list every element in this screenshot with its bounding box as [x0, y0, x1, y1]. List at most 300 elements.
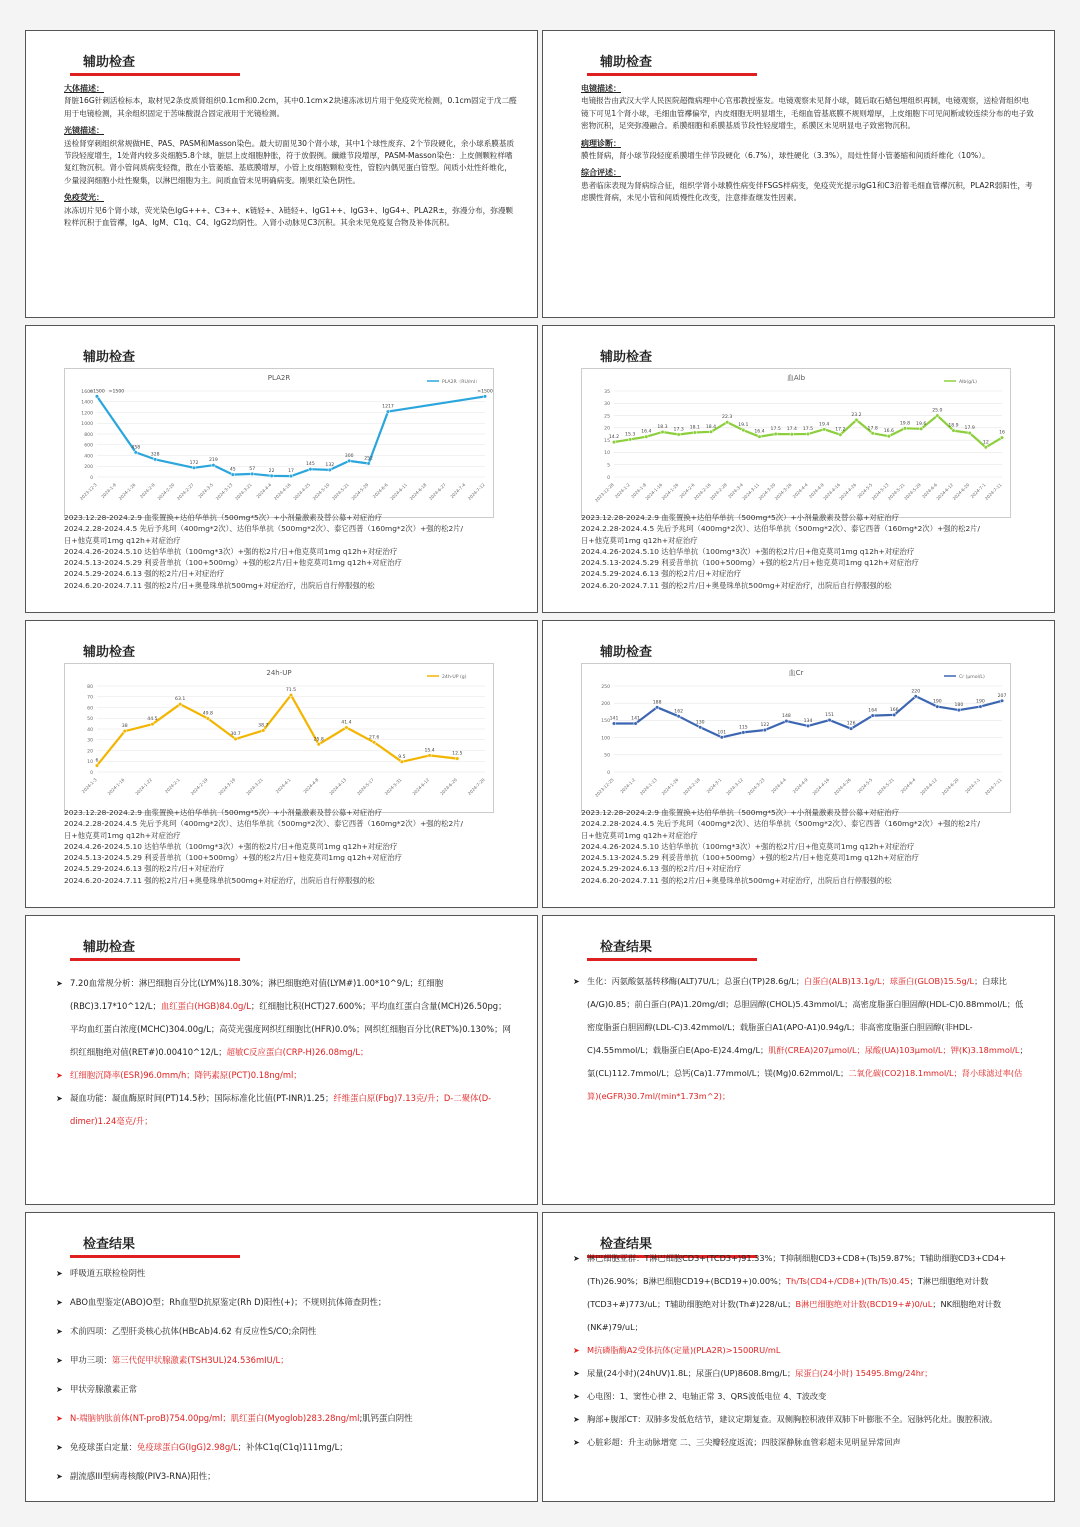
- treatment-notes: [64, 512, 527, 591]
- data-label: 148: [782, 714, 791, 720]
- data-label: 219: [209, 458, 218, 464]
- chart-svg: [582, 369, 1010, 517]
- data-label: 188: [652, 700, 662, 706]
- result-item: [56, 1064, 513, 1087]
- data-point: [979, 705, 983, 709]
- treatment-line: 2024.2.28-2024.4.5 先后予兆珂（400mg*2次）、达伯华单抗（500mg*2次）、泰它西普（160mg*2次）+强的松2片/: [581, 524, 981, 534]
- treatment-line: 2023.12.28-2024.2.9 血浆置换+达伯华单抗（500mg*5次）+小剂量激素及替公募+对症治疗: [581, 808, 899, 817]
- data-point: [984, 445, 988, 449]
- data-point: [317, 742, 321, 746]
- data-point: [151, 722, 155, 726]
- treatment-notes: [581, 512, 1044, 591]
- result-item: [573, 1362, 1030, 1385]
- data-label: 25.8: [313, 737, 324, 743]
- treatment-line: 2023.12.28-2024.2.9 血浆置换+达伯华单抗（500mg*5次）+小剂量激素及替公募+对症治疗: [64, 808, 382, 817]
- data-point: [231, 473, 235, 477]
- data-point: [887, 434, 891, 438]
- x-tick-label: 2024-6-4: [899, 777, 917, 795]
- y-tick-label: 200: [601, 702, 610, 707]
- result-list: [56, 972, 513, 1133]
- data-label: 190: [976, 699, 985, 705]
- data-label: 17: [288, 469, 294, 475]
- y-tick-label: 60: [87, 706, 93, 712]
- y-tick-label: 30: [87, 738, 93, 744]
- slide-2-pathology-em: [542, 30, 1055, 318]
- data-point: [903, 427, 907, 431]
- data-label: 22: [268, 468, 275, 474]
- treatment-line: 2024.5.13-2024.5.29 利妥昔单抗（100+500mg）+强的松2片/日+他克莫司1mg q12h+对症治疗: [581, 853, 919, 863]
- abnormal-value: N-端脑钠肽前体(NT-proB)754.00pg/ml；肌红蛋白(Myoglob)283.28ng/ml: [70, 1413, 360, 1423]
- slide-title: 检查结果: [83, 1237, 136, 1252]
- x-tick-label: 2024-1-26: [117, 482, 137, 502]
- x-tick-label: 2024-3-5: [197, 482, 215, 500]
- data-point: [645, 435, 649, 439]
- x-tick-label: 2024-5-10: [311, 482, 331, 502]
- slide-9-other-tests: [25, 1212, 538, 1502]
- data-point: [698, 725, 702, 729]
- chart-legend: [944, 674, 985, 680]
- data-label: 63.1: [175, 697, 186, 703]
- y-tick-label: 25: [604, 414, 610, 420]
- slide-title: 检查结果: [600, 1237, 653, 1252]
- x-tick-label: 2024-4-4: [770, 777, 788, 795]
- slide-5-24h-up: [25, 620, 538, 908]
- data-label: 141: [609, 716, 619, 722]
- section-text: 电镜报告由武汉大学人民医院超微病理中心官那教授鉴发。电镜观察未见肾小球，随后取石蜡包埋组织再制，电镜观察，送检肾组织电镜下可见1个肾小球，毛细血管襻偏窄，内皮细胞无明显增生，毛细血管基底膜不规则增厚，上皮细胞下可见间断或较连续分布的电子致密物沉积，足突弥漫融合。系膜细胞和系膜基质节段性轻度增生，系膜区未见明显电子致密物沉积。: [581, 96, 1034, 131]
- y-tick-label: 20: [87, 749, 93, 755]
- data-point: [785, 719, 789, 723]
- x-tick-label: 2024-6-12: [411, 777, 431, 797]
- x-tick-label: 2024-1-16: [644, 482, 664, 502]
- x-tick-label: 2024-6-6: [921, 482, 939, 500]
- data-label: 19.1: [738, 423, 749, 429]
- data-label: 16.4: [641, 429, 652, 435]
- treatment-line: 2024.2.28-2024.4.5 先后予兆珂（400mg*2次）、达伯华单抗（500mg*2次）、泰它西普（160mg*2次）+强的松2片/: [581, 819, 981, 829]
- data-label: 17.5: [770, 427, 781, 432]
- data-point: [367, 462, 371, 466]
- data-point: [206, 717, 210, 721]
- data-label: 458: [131, 445, 141, 451]
- slide-6-creatinine: [542, 620, 1055, 908]
- abnormal-value: 第三代促甲状腺激素(TSH3UL)24.536mIU/L；: [111, 1355, 289, 1365]
- result-item: [56, 1087, 513, 1133]
- data-point: [919, 427, 923, 431]
- data-label: 220: [911, 689, 921, 695]
- treatment-line: 2024.2.28-2024.4.5 先后予兆珂（400mg*2次）、达伯华单抗（500mg*2次）、泰它西普（160mg*2次）+强的松2片/: [64, 524, 464, 534]
- result-item: [573, 1339, 1030, 1362]
- y-tick-label: 10: [87, 760, 93, 766]
- result-list: [56, 1259, 513, 1491]
- y-tick-label: 70: [87, 695, 93, 701]
- section-text: 患者临床表现为肾病综合征，组织学肾小球膜性病变伴FSGS样病变，免疫荧光提示IgG1和C3沿着毛细血管襻沉积，PLA2R弱阳性，考虑膜性肾病，未见小管和间质慢性化改变，注意排查继发性因素。: [581, 180, 1033, 203]
- data-point: [455, 757, 459, 761]
- x-tick-label: 2023-12-3: [78, 482, 98, 502]
- data-point: [345, 726, 349, 730]
- section-heading: 大体描述：: [64, 84, 104, 93]
- data-point: [720, 735, 724, 739]
- data-point: [289, 693, 293, 697]
- result-item: [56, 1346, 513, 1375]
- series-line: [614, 696, 1002, 737]
- x-tick-label: 2024-7-1: [964, 777, 982, 795]
- chart-title: 24h-UP: [266, 669, 292, 677]
- data-point: [328, 468, 332, 472]
- data-label: 190: [932, 699, 942, 705]
- chart-legend: [427, 674, 467, 680]
- x-tick-label: 2024-6-20: [951, 482, 971, 502]
- data-label: 19.6: [916, 421, 927, 427]
- data-point: [153, 458, 157, 462]
- x-tick-label: 2024-2-20: [156, 482, 176, 502]
- data-label: 130: [695, 720, 705, 726]
- slide-content: [64, 79, 517, 234]
- section-heading: 电镜描述：: [581, 84, 621, 93]
- section-heading: 综合评述：: [581, 168, 621, 178]
- data-label: 101: [717, 730, 727, 736]
- treatment-line: 2024.4.26-2024.5.10 达伯华单抗（100mg*3次）+强的松2片/日+他克莫司1mg q12h+对症治疗: [581, 841, 915, 851]
- data-point: [309, 467, 313, 471]
- data-point: [968, 431, 972, 435]
- data-point: [612, 722, 616, 726]
- title-underline: [587, 73, 757, 76]
- x-tick-label: 2024-1-9: [100, 482, 118, 500]
- y-tick-label: 0: [607, 770, 610, 776]
- x-tick-label: 2024-5-17: [355, 777, 375, 797]
- result-item: [573, 1408, 1030, 1431]
- data-label: 17.5: [802, 427, 814, 432]
- y-tick-label: 50: [604, 753, 610, 759]
- y-tick-label: 35: [604, 389, 610, 395]
- result-text: 心电图：1、窦性心律 2、电轴正常 3、QRS波低电位 4、T波改变: [587, 1391, 827, 1401]
- data-point: [725, 420, 729, 424]
- data-point: [790, 432, 794, 436]
- data-label: 17.4: [786, 427, 797, 433]
- data-point: [957, 708, 961, 712]
- result-text: 凝血功能：凝血酶原时间(PT)14.5秒；国际标准化比值(PT-INR)1.25；: [70, 1093, 334, 1103]
- treatment-notes: [581, 807, 1044, 886]
- x-tick-label: 2024-3-13: [214, 482, 234, 502]
- chart-legend: [944, 379, 977, 385]
- slide-3-pla2r: [25, 325, 538, 613]
- data-label: 57: [249, 466, 256, 472]
- data-point: [936, 414, 940, 418]
- data-label: 14.2: [608, 435, 620, 441]
- result-text: 甲功三项：: [70, 1355, 112, 1365]
- data-label: >1500: [477, 389, 493, 395]
- data-label: 300: [344, 453, 354, 459]
- treatment-line: 2024.5.29-2024.6.13 强的松2片/日+对症治疗: [581, 569, 742, 579]
- data-label: 23.2: [851, 412, 862, 418]
- data-label: 12.5: [452, 751, 463, 757]
- data-label: 16.6: [883, 429, 894, 435]
- section-text: 膜性肾病，肾小球节段轻度系膜增生伴节段硬化（6.7%），球性硬化（3.3%），局灶性肾小管萎缩和间质纤维化（10%）。: [581, 151, 990, 161]
- data-label: 19.4: [819, 422, 830, 428]
- data-point: [855, 418, 859, 422]
- data-point: [95, 764, 99, 768]
- result-item: [573, 1385, 1030, 1408]
- slide-7-blood-tests: [25, 915, 538, 1205]
- result-item: [573, 1431, 1030, 1454]
- result-item: [56, 1462, 513, 1491]
- x-tick-label: 2024-3-12: [725, 777, 745, 797]
- x-tick-label: 2024-4-13: [328, 777, 348, 797]
- result-text: 副流感III型病毒核酸(PIV3-RNA)阳性；: [70, 1471, 216, 1481]
- x-tick-label: 2024-7-1: [969, 482, 987, 500]
- data-label: 17.3: [673, 427, 684, 433]
- x-tick-label: 2024-1-16: [106, 777, 126, 797]
- x-tick-label: 2024-1-3: [80, 777, 98, 795]
- treatment-line: 2024.5.29-2024.6.13 强的松2片/日+对症治疗: [581, 864, 742, 874]
- data-label: 9.5: [398, 754, 406, 760]
- data-label: >1500: [108, 389, 125, 395]
- x-tick-label: 2024-4-4: [791, 482, 809, 500]
- data-point: [250, 472, 254, 476]
- data-point: [677, 433, 681, 437]
- section-heading: 免疫荧光：: [64, 193, 104, 203]
- y-tick-label: 1600: [81, 389, 93, 395]
- data-point: [763, 728, 767, 732]
- result-item: [56, 1433, 513, 1462]
- legend-label: Alb(g/L): [959, 380, 977, 385]
- data-label: 71.5: [285, 688, 297, 694]
- section-heading: 病理诊断：: [581, 138, 621, 148]
- x-tick-label: 2024-4-8: [302, 777, 320, 795]
- data-point: [372, 741, 376, 745]
- x-tick-label: 2024-7-12: [466, 482, 486, 502]
- x-tick-label: 2024-1-22: [134, 777, 154, 797]
- result-text: 淋巴细胞亚群：T淋巴细胞CD3+(TCD3+)91.33%；T抑制细胞CD3+CD8+(Ts)59.87%；T辅助细胞CD3+CD4+(Th)26.90%；B淋巴细胞CD19+(BCD19+)0.00%；: [587, 1253, 1007, 1286]
- data-label: 6: [95, 758, 99, 764]
- abnormal-value: 红细胞沉降率(ESR)96.0mm/h；降钙素原(PCT)0.18ng/ml；: [70, 1070, 302, 1080]
- data-label: 132: [325, 462, 335, 468]
- slide-title: 辅助检查: [600, 350, 653, 365]
- data-label: >1500: [89, 389, 105, 395]
- x-tick-label: 2024-4-1: [274, 777, 292, 795]
- chart-svg: [65, 369, 493, 517]
- abnormal-value: 二氧化碳(CO2)18.1mmol/L；肾小球滤过率(估算)(eGFR)30.7ml/(min*1.73m^2)；: [587, 1068, 1023, 1101]
- y-tick-label: 40: [87, 727, 93, 733]
- treatment-line: 2024.4.26-2024.5.10 达伯华单抗（100mg*3次）+强的松2片/日+他克莫司1mg q12h+对症治疗: [64, 546, 398, 556]
- data-label: 172: [189, 460, 199, 466]
- x-tick-label: 2024-7-11: [983, 482, 1003, 502]
- data-label: 16: [999, 430, 1005, 436]
- data-label: 16.4: [754, 429, 765, 435]
- x-tick-label: 2024-6-20: [439, 777, 458, 797]
- data-point: [828, 718, 832, 722]
- abnormal-value: 肌酐(CREA)207μmol/L；尿酸(UA)103μmol/L；钾(K)3.18mmol/L: [768, 1045, 1020, 1055]
- series-line: [97, 396, 485, 476]
- section-text: 肾脏16G针刺活检标本，取材见2条皮质肾组织0.1cm和0.2cm，其中0.1cm×2块速冻冰切片用于免疫荧光检测，0.1cm固定于戊二醛用于电镜检测，其余组织固定于苦味酸混合固定液用于光镜检测。: [64, 96, 517, 118]
- data-label: 30.7: [230, 731, 241, 737]
- x-tick-label: 2024-2-27: [175, 482, 195, 502]
- chart-creatinine: [581, 663, 1011, 813]
- data-point: [892, 713, 896, 717]
- x-tick-label: 2024-1-2: [613, 482, 631, 500]
- data-label: 27.6: [369, 735, 380, 741]
- x-tick-label: 2024-4-9: [791, 777, 809, 795]
- data-point: [936, 705, 940, 709]
- data-point: [386, 410, 390, 414]
- abnormal-value: 尿蛋白(24小时) 15495.8mg/24hr；: [795, 1368, 933, 1378]
- abnormal-value: 超敏C反应蛋白(CRP-H)26.08mg/L；: [226, 1047, 369, 1057]
- chart-legend: [427, 379, 480, 385]
- data-label: 18.1: [689, 425, 700, 431]
- result-item: [56, 1259, 513, 1288]
- result-list: [573, 970, 1030, 1108]
- y-tick-label: 100: [601, 736, 610, 742]
- x-tick-label: 2024-4-26: [832, 777, 852, 797]
- data-label: 38.7: [258, 723, 269, 729]
- data-label: 141: [631, 716, 640, 722]
- slide-title: 检查结果: [600, 940, 653, 955]
- data-point: [822, 428, 826, 432]
- slide-4-albumin: [542, 325, 1055, 613]
- data-label: 1217: [382, 404, 394, 410]
- x-tick-label: 2024-4-16: [272, 482, 292, 502]
- result-text: ；氯(CL)112.7mmol/L；总钙(Ca)1.77mmol/L；镁(Mg)0.62mmol/L；: [587, 1045, 1028, 1078]
- section-text: 送检肾穿刺组织常规做HE、PAS、PASM和Masson染色。最大切面见30个肾小球，其中1个球性废弃、2个节段硬化，余小球系膜基质节段轻度增生，1处肾内较多炎细胞5.8个球，脏层上皮细胞肿胀，符于放假例。纖維节段增厚，PASM-Masson染色：上皮侧颗粒样嗜复红物沉积。肾小管间质病变轻微，散在小管萎缩、基底膜增厚，小管上皮细胞颗粒变性，管腔内偶见蛋白管型。间质小灶性纤维化，少量浸润细胞小灶性聚集，以淋巴细胞为主。间质血管未见明确病变。刚果红染色阴性。: [64, 138, 515, 185]
- data-point: [178, 702, 182, 706]
- x-tick-label: 2024-4-26: [838, 482, 858, 502]
- data-point: [234, 737, 238, 741]
- x-tick-label: 2024-1-13: [638, 777, 658, 797]
- abnormal-value: B淋巴细胞绝对计数(BCD19+#)0/uL: [795, 1299, 933, 1309]
- x-tick-label: 2024-3-19: [217, 777, 237, 797]
- x-tick-label: 2024-4-16: [822, 482, 842, 502]
- data-point: [1000, 699, 1004, 703]
- data-point: [634, 722, 638, 726]
- data-point: [774, 432, 778, 436]
- result-text: ；NK细胞绝对计数(NK#)79/uL；: [587, 1299, 1002, 1332]
- data-point: [806, 724, 810, 728]
- y-tick-label: 0: [90, 475, 93, 481]
- result-item: [56, 972, 513, 1064]
- data-label: 18.9: [948, 423, 959, 429]
- treatment-line: 2024.2.28-2024.4.5 先后予兆珂（400mg*2次）、达伯华单抗（500mg*2次）、泰它西普（160mg*2次）+强的松2片/: [64, 819, 464, 829]
- result-item: [56, 1317, 513, 1346]
- result-text: 7.20血常规分析：淋巴细胞百分比(LYM%)18.30%；淋巴细胞绝对值(LYM#)1.00*10^9/L；红细胞(RBC)3.17*10^12/L；: [70, 978, 444, 1011]
- treatment-line: 2024.4.26-2024.5.10 达伯华单抗（100mg*3次）+强的松2片/日+他克莫司1mg q12h+对症治疗: [581, 546, 915, 556]
- x-tick-label: 2024-5-31: [383, 777, 403, 797]
- treatment-notes: [64, 807, 527, 886]
- slide-1-pathology-light: [25, 30, 538, 318]
- data-point: [628, 438, 632, 442]
- chart-svg: [582, 664, 1010, 812]
- result-item: [56, 1288, 513, 1317]
- x-tick-label: 2024-1-26: [660, 777, 680, 797]
- x-tick-label: 2024-6-6: [371, 482, 389, 500]
- x-tick-label: 2023-12-28: [593, 482, 615, 503]
- result-text: ABO血型鉴定(ABO)O型；Rh血型D抗原鉴定(Rh D)阳性(+)；不规则抗体筛查阴性；: [70, 1297, 387, 1307]
- data-point: [661, 430, 665, 434]
- result-text: ；补体C1q(C1q)111mg/L；: [237, 1442, 348, 1452]
- slide-title: 辅助检查: [600, 55, 653, 70]
- treatment-line: 日+他克莫司1mg q12h+对症治疗: [64, 535, 181, 545]
- chart-svg: [65, 664, 493, 812]
- data-label: 41.4: [341, 720, 352, 726]
- y-tick-label: 0: [90, 770, 93, 776]
- data-label: 151: [825, 713, 834, 719]
- x-tick-label: 2024-1-26: [660, 482, 680, 502]
- x-tick-label: 2024-7-11: [983, 777, 1003, 797]
- x-tick-label: 2024-3-21: [245, 777, 264, 797]
- x-tick-label: 2024-3-11: [741, 482, 761, 502]
- x-tick-label: 2024-5-5: [856, 482, 874, 500]
- x-tick-label: 2024-1-8: [630, 482, 648, 500]
- data-label: 207: [997, 693, 1007, 699]
- data-label: 17.9: [964, 426, 975, 432]
- x-tick-label: 2024-3-21: [234, 482, 253, 502]
- data-point: [289, 474, 293, 478]
- treatment-line: 2023.12.28-2024.2.9 血浆置换+达伯华单抗（500mg*5次）+小剂量激素及替公募+对症治疗: [64, 513, 382, 522]
- chart-title: 血Alb: [786, 374, 806, 382]
- data-label: 180: [954, 703, 964, 709]
- y-tick-label: 250: [601, 684, 610, 690]
- result-text: 免疫球蛋白定量：: [70, 1442, 137, 1452]
- y-tick-label: 200: [84, 465, 93, 471]
- data-point: [952, 429, 956, 433]
- result-text: 心脏彩超：升主动脉增宽 二、三尖瓣轻度返流；四肢深静脉血管彩超未见明显异常回声: [587, 1437, 901, 1447]
- abnormal-value: 纤维蛋白原(Fbg)7.13克/升；D-二聚体(D-dimer)1.24毫克/升；: [70, 1093, 492, 1126]
- abnormal-value: 白蛋白(ALB)13.1g/L；球蛋白(GLOB)15.5g/L: [804, 976, 975, 986]
- x-tick-label: 2024-5-29: [903, 482, 922, 502]
- y-tick-label: 30: [604, 402, 610, 408]
- x-tick-label: 2024-6-20: [940, 777, 960, 797]
- y-tick-label: 50: [87, 717, 93, 723]
- data-label: 145: [306, 462, 315, 468]
- y-tick-label: 20: [604, 426, 610, 432]
- result-text: ；红细胞比积(HCT)27.600%；平均血红蛋白含量(MCH)26.50pg；平均血红蛋白浓度(MCHC)304.00g/L；高荧光强度网织红细胞比(HFR)0.0%；网织红细胞百分比(RET%)0.130%；网织红细胞绝对值(RET#)0.00410^12/L；: [70, 1001, 511, 1057]
- data-label: 126: [846, 721, 856, 727]
- x-tick-label: 2024-6-12: [935, 482, 955, 502]
- data-label: 25.0: [932, 408, 943, 414]
- data-point: [914, 695, 918, 699]
- x-tick-label: 2024-4-16: [811, 777, 831, 797]
- data-point: [612, 440, 616, 444]
- result-item: [573, 1247, 1030, 1339]
- data-point: [347, 459, 351, 463]
- data-point: [871, 714, 875, 718]
- data-label: 19.8: [899, 421, 911, 427]
- slide-content: [581, 79, 1034, 210]
- x-tick-label: 2024-5-21: [876, 777, 895, 797]
- data-label: 328: [150, 452, 160, 458]
- legend-label: 24h-UP (g): [442, 675, 467, 680]
- data-label: 15.4: [424, 748, 435, 754]
- data-point: [758, 435, 762, 439]
- y-tick-label: 1000: [81, 422, 93, 428]
- slide-title: 辅助检查: [600, 645, 653, 660]
- data-label: 45: [229, 467, 236, 473]
- x-tick-label: 2024-7-4: [449, 482, 467, 500]
- data-point: [95, 395, 99, 399]
- data-point: [261, 729, 265, 733]
- data-point: [806, 432, 810, 436]
- slide-8-biochemistry: [542, 915, 1055, 1205]
- chart-title: 血Cr: [788, 669, 804, 677]
- result-text: 甲状旁腺激素正常: [70, 1384, 137, 1394]
- data-label: 17.8: [867, 426, 878, 432]
- data-label: 38: [121, 724, 128, 730]
- data-point: [270, 474, 274, 478]
- data-point: [677, 714, 681, 718]
- legend-label: PLA2R（RU/ml）: [442, 380, 480, 385]
- data-label: 49.8: [202, 711, 213, 717]
- data-label: 44.5: [147, 717, 158, 723]
- result-text: 术前四项：乙型肝炎核心抗体(HBcAb)4.62 有反应性S/CO;余阴性: [70, 1326, 317, 1336]
- data-label: 115: [738, 725, 748, 731]
- data-label: 162: [674, 709, 684, 715]
